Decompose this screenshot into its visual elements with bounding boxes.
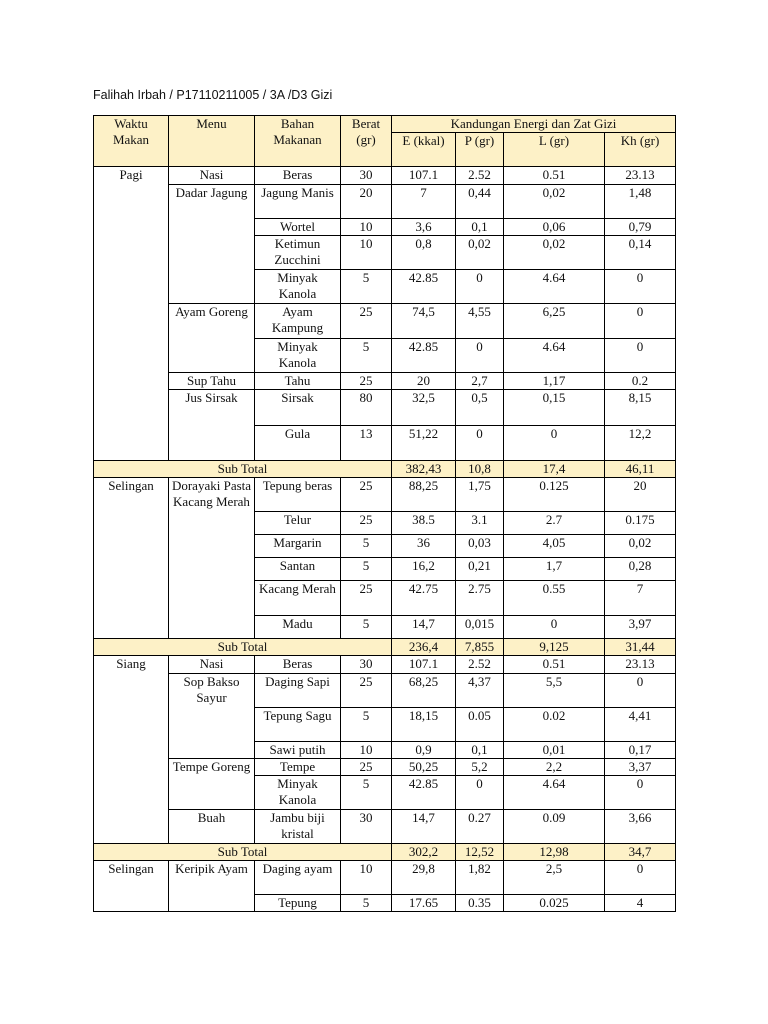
cell-fat: 0.51 (504, 167, 605, 185)
cell-menu: Ayam Goreng (169, 304, 255, 373)
subtotal-protein: 7,855 (456, 639, 504, 656)
cell-fat: 0.51 (504, 656, 605, 674)
cell-berat: 80 (341, 390, 392, 426)
cell-energy: 16,2 (392, 558, 456, 581)
cell-fat: 5,5 (504, 674, 605, 708)
cell-bahan: Tepung Sagu (255, 708, 341, 742)
cell-protein: 0.35 (456, 895, 504, 912)
cell-energy: 74,5 (392, 304, 456, 339)
cell-berat: 13 (341, 426, 392, 461)
cell-menu: Sup Tahu (169, 373, 255, 390)
subtotal-carb: 46,11 (605, 461, 676, 478)
cell-carb: 0.175 (605, 512, 676, 535)
cell-energy: 14,7 (392, 616, 456, 639)
cell-berat: 5 (341, 776, 392, 810)
cell-bahan: Margarin (255, 535, 341, 558)
cell-carb: 0 (605, 270, 676, 304)
cell-berat: 25 (341, 581, 392, 616)
cell-fat: 0,15 (504, 390, 605, 426)
table-row (94, 861, 676, 895)
cell-carb: 0 (605, 674, 676, 708)
cell-fat: 0 (504, 616, 605, 639)
cell-carb: 0,79 (605, 219, 676, 236)
cell-berat: 5 (341, 270, 392, 304)
cell-energy: 107.1 (392, 656, 456, 674)
cell-fat: 2,2 (504, 759, 605, 776)
cell-fat: 1,7 (504, 558, 605, 581)
cell-berat: 10 (341, 236, 392, 270)
cell-energy: 51,22 (392, 426, 456, 461)
cell-menu: Buah (169, 810, 255, 844)
cell-energy: 38.5 (392, 512, 456, 535)
cell-carb: 0,14 (605, 236, 676, 270)
table-row (94, 478, 676, 512)
cell-bahan: Telur (255, 512, 341, 535)
cell-protein: 0,5 (456, 390, 504, 426)
cell-bahan: Tahu (255, 373, 341, 390)
cell-energy: 0,9 (392, 742, 456, 759)
cell-carb: 0 (605, 339, 676, 373)
cell-berat: 30 (341, 810, 392, 844)
cell-protein: 0 (456, 270, 504, 304)
cell-carb: 4 (605, 895, 676, 912)
cell-bahan: Jagung Manis (255, 185, 341, 219)
table-row (94, 304, 676, 339)
col-header-berat: Berat (gr) (341, 116, 392, 167)
cell-carb: 20 (605, 478, 676, 512)
cell-fat: 0.55 (504, 581, 605, 616)
cell-protein: 0,02 (456, 236, 504, 270)
cell-bahan: Santan (255, 558, 341, 581)
cell-bahan: Sirsak (255, 390, 341, 426)
subtotal-fat: 9,125 (504, 639, 605, 656)
subtotal-label: Sub Total (94, 844, 392, 861)
cell-fat: 0,02 (504, 236, 605, 270)
table-row (94, 373, 676, 390)
cell-menu: Nasi (169, 167, 255, 185)
cell-protein: 0 (456, 426, 504, 461)
cell-fat: 0.09 (504, 810, 605, 844)
cell-berat: 5 (341, 895, 392, 912)
cell-bahan: Daging ayam (255, 861, 341, 895)
cell-berat: 25 (341, 478, 392, 512)
subtotal-energy: 382,43 (392, 461, 456, 478)
cell-berat: 25 (341, 512, 392, 535)
cell-energy: 32,5 (392, 390, 456, 426)
cell-berat: 5 (341, 339, 392, 373)
cell-carb: 12,2 (605, 426, 676, 461)
subtotal-protein: 10,8 (456, 461, 504, 478)
cell-protein: 0,1 (456, 219, 504, 236)
cell-fat: 4,05 (504, 535, 605, 558)
col-header-group: Kandungan Energi dan Zat Gizi (392, 116, 676, 133)
col-header-waktu: Waktu Makan (94, 116, 169, 167)
cell-protein: 0.27 (456, 810, 504, 844)
cell-carb: 0 (605, 304, 676, 339)
cell-protein: 2,7 (456, 373, 504, 390)
cell-berat: 25 (341, 674, 392, 708)
table-row (94, 390, 676, 426)
cell-protein: 0 (456, 339, 504, 373)
nutrition-table (93, 115, 676, 912)
subtotal-fat: 17,4 (504, 461, 605, 478)
cell-fat: 4.64 (504, 776, 605, 810)
cell-protein: 0,03 (456, 535, 504, 558)
cell-bahan: Sawi putih (255, 742, 341, 759)
cell-carb: 0 (605, 776, 676, 810)
cell-energy: 0,8 (392, 236, 456, 270)
cell-fat: 0.02 (504, 708, 605, 742)
cell-carb: 0,28 (605, 558, 676, 581)
cell-menu: Keripik Ayam (169, 861, 255, 912)
cell-berat: 30 (341, 167, 392, 185)
subtotal-carb: 31,44 (605, 639, 676, 656)
cell-energy: 68,25 (392, 674, 456, 708)
cell-berat: 30 (341, 656, 392, 674)
cell-protein: 0,1 (456, 742, 504, 759)
cell-fat: 0.025 (504, 895, 605, 912)
subtotal-label: Sub Total (94, 461, 392, 478)
table-header (94, 116, 676, 167)
col-header-bahan: Bahan Makanan (255, 116, 341, 167)
cell-carb: 3,97 (605, 616, 676, 639)
cell-bahan: Tempe (255, 759, 341, 776)
cell-menu: Dorayaki Pasta Kacang Merah (169, 478, 255, 639)
cell-bahan: Minyak Kanola (255, 339, 341, 373)
cell-fat: 1,17 (504, 373, 605, 390)
cell-menu: Dadar Jagung (169, 185, 255, 304)
cell-energy: 20 (392, 373, 456, 390)
cell-bahan: Gula (255, 426, 341, 461)
cell-berat: 25 (341, 373, 392, 390)
col-header-e: E (kkal) (392, 133, 456, 167)
cell-bahan: Daging Sapi (255, 674, 341, 708)
cell-carb: 0.2 (605, 373, 676, 390)
cell-bahan: Beras (255, 656, 341, 674)
table-row (94, 674, 676, 708)
cell-menu: Sop Bakso Sayur (169, 674, 255, 759)
cell-berat: 5 (341, 616, 392, 639)
col-header-menu: Menu (169, 116, 255, 167)
cell-berat: 10 (341, 861, 392, 895)
cell-fat: 2.7 (504, 512, 605, 535)
cell-protein: 4,37 (456, 674, 504, 708)
cell-waktu: Selingan (94, 861, 169, 912)
cell-berat: 5 (341, 708, 392, 742)
cell-bahan: Jambu biji kristal (255, 810, 341, 844)
cell-carb: 4,41 (605, 708, 676, 742)
cell-protein: 0.05 (456, 708, 504, 742)
subtotal-row (94, 844, 676, 861)
subtotal-row (94, 639, 676, 656)
cell-berat: 10 (341, 219, 392, 236)
cell-fat: 6,25 (504, 304, 605, 339)
cell-energy: 7 (392, 185, 456, 219)
cell-bahan: Minyak Kanola (255, 270, 341, 304)
cell-berat: 25 (341, 759, 392, 776)
cell-energy: 42.85 (392, 339, 456, 373)
cell-protein: 1,82 (456, 861, 504, 895)
table-row (94, 185, 676, 219)
cell-fat: 0,02 (504, 185, 605, 219)
cell-menu: Nasi (169, 656, 255, 674)
cell-bahan: Minyak Kanola (255, 776, 341, 810)
cell-fat: 0.125 (504, 478, 605, 512)
cell-bahan: Kacang Merah (255, 581, 341, 616)
cell-energy: 3,6 (392, 219, 456, 236)
cell-menu: Jus Sirsak (169, 390, 255, 461)
cell-energy: 107.1 (392, 167, 456, 185)
cell-carb: 1,48 (605, 185, 676, 219)
cell-berat: 5 (341, 558, 392, 581)
document-heading: Falihah Irbah / P17110211005 / 3A /D3 Gizi (93, 88, 333, 102)
cell-protein: 3.1 (456, 512, 504, 535)
cell-waktu: Pagi (94, 167, 169, 461)
cell-carb: 3,37 (605, 759, 676, 776)
table-row (94, 167, 676, 185)
cell-carb: 7 (605, 581, 676, 616)
cell-bahan: Ayam Kampung (255, 304, 341, 339)
cell-fat: 0 (504, 426, 605, 461)
cell-energy: 14,7 (392, 810, 456, 844)
cell-energy: 36 (392, 535, 456, 558)
cell-fat: 4.64 (504, 339, 605, 373)
cell-bahan: Tepung (255, 895, 341, 912)
cell-carb: 3,66 (605, 810, 676, 844)
cell-energy: 88,25 (392, 478, 456, 512)
cell-carb: 8,15 (605, 390, 676, 426)
cell-energy: 42.85 (392, 270, 456, 304)
cell-carb: 0 (605, 861, 676, 895)
cell-energy: 42.85 (392, 776, 456, 810)
cell-berat: 20 (341, 185, 392, 219)
cell-waktu: Siang (94, 656, 169, 844)
cell-fat: 2,5 (504, 861, 605, 895)
cell-bahan: Ketimun Zucchini (255, 236, 341, 270)
cell-protein: 0,44 (456, 185, 504, 219)
table-body (94, 167, 676, 912)
subtotal-label: Sub Total (94, 639, 392, 656)
cell-berat: 25 (341, 304, 392, 339)
subtotal-energy: 236,4 (392, 639, 456, 656)
col-header-l: L (gr) (504, 133, 605, 167)
cell-protein: 0,21 (456, 558, 504, 581)
cell-fat: 0,06 (504, 219, 605, 236)
table-row (94, 656, 676, 674)
cell-protein: 2.75 (456, 581, 504, 616)
cell-carb: 23.13 (605, 656, 676, 674)
subtotal-energy: 302,2 (392, 844, 456, 861)
cell-bahan: Wortel (255, 219, 341, 236)
cell-berat: 10 (341, 742, 392, 759)
col-header-kh: Kh (gr) (605, 133, 676, 167)
cell-energy: 29,8 (392, 861, 456, 895)
subtotal-protein: 12,52 (456, 844, 504, 861)
cell-carb: 0,17 (605, 742, 676, 759)
cell-waktu: Selingan (94, 478, 169, 639)
subtotal-fat: 12,98 (504, 844, 605, 861)
subtotal-row (94, 461, 676, 478)
cell-protein: 2.52 (456, 167, 504, 185)
cell-carb: 23.13 (605, 167, 676, 185)
cell-berat: 5 (341, 535, 392, 558)
cell-fat: 4.64 (504, 270, 605, 304)
cell-energy: 17.65 (392, 895, 456, 912)
cell-carb: 0,02 (605, 535, 676, 558)
cell-protein: 0,015 (456, 616, 504, 639)
cell-menu: Tempe Goreng (169, 759, 255, 810)
cell-protein: 2.52 (456, 656, 504, 674)
cell-protein: 4,55 (456, 304, 504, 339)
col-header-p: P (gr) (456, 133, 504, 167)
subtotal-carb: 34,7 (605, 844, 676, 861)
cell-energy: 42.75 (392, 581, 456, 616)
cell-bahan: Beras (255, 167, 341, 185)
cell-energy: 18,15 (392, 708, 456, 742)
cell-protein: 1,75 (456, 478, 504, 512)
table-row (94, 759, 676, 776)
table-row (94, 810, 676, 844)
cell-bahan: Tepung beras (255, 478, 341, 512)
cell-protein: 5,2 (456, 759, 504, 776)
cell-bahan: Madu (255, 616, 341, 639)
cell-protein: 0 (456, 776, 504, 810)
cell-fat: 0,01 (504, 742, 605, 759)
cell-energy: 50,25 (392, 759, 456, 776)
